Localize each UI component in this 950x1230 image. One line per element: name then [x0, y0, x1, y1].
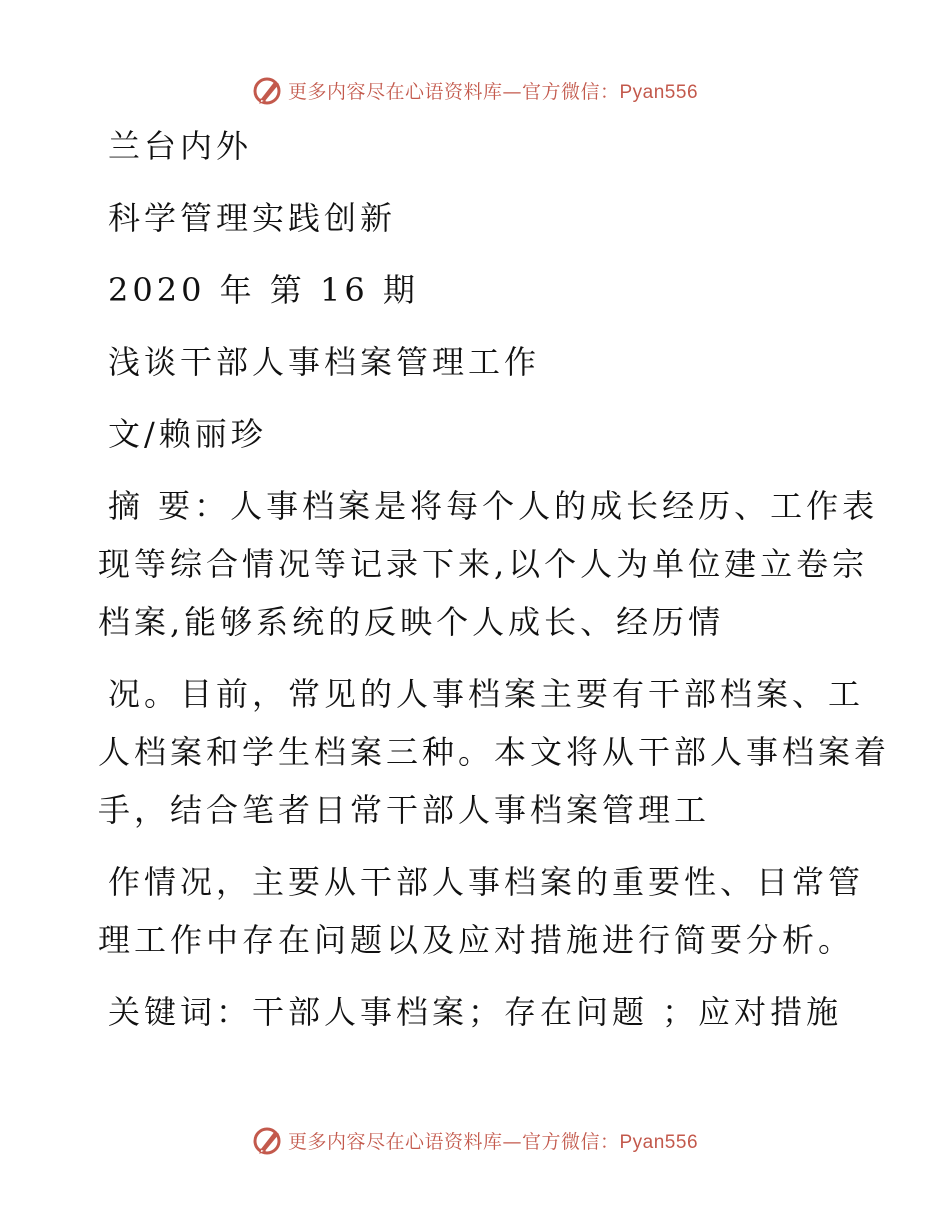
watermark-footer	[0, 1122, 950, 1158]
abstract-line: 况。目前，常见的人事档案主要有干部档案、工	[108, 675, 865, 713]
abstract-line: 手，结合笔者日常干部人事档案管理工	[98, 791, 711, 829]
keywords-line: 关键词：干部人事档案；存在问题 ；应对措施	[108, 993, 843, 1031]
watermark-text	[288, 77, 698, 104]
abstract-line: 理工作中存在问题以及应对措施进行简要分析。	[98, 921, 855, 959]
watermark-wechat-id: Pyan556	[619, 1131, 699, 1153]
column-name: 兰台内外	[108, 127, 253, 165]
watermark-header	[0, 72, 950, 108]
author-byline: 文/赖丽珍	[108, 415, 267, 453]
abstract-line: 现等综合情况等记录下来,以个人为单位建立卷宗	[98, 545, 869, 583]
watermark-label: 更多内容尽在心语资料库—官方微信：	[287, 1130, 620, 1153]
pen-logo-icon	[252, 74, 284, 106]
abstract-line: 人档案和学生档案三种。本文将从干部人事档案着	[98, 733, 891, 771]
abstract-line: 档案,能够系统的反映个人成长、经历情	[98, 603, 725, 641]
document-body	[98, 126, 891, 1033]
abstract-line: 摘 要：人事档案是将每个人的成长经历、工作表	[108, 487, 879, 525]
abstract-line: 作情况，主要从干部人事档案的重要性、日常管	[108, 863, 865, 901]
journal-name: 科学管理实践创新	[108, 199, 397, 237]
watermark-text	[288, 1127, 698, 1154]
pen-logo-icon	[252, 1124, 284, 1156]
watermark-label: 更多内容尽在心语资料库—官方微信：	[287, 80, 620, 103]
article-title: 浅谈干部人事档案管理工作	[108, 343, 541, 381]
issue-info: 2020 年 第 16 期	[108, 271, 419, 309]
watermark-wechat-id: Pyan556	[619, 81, 699, 103]
